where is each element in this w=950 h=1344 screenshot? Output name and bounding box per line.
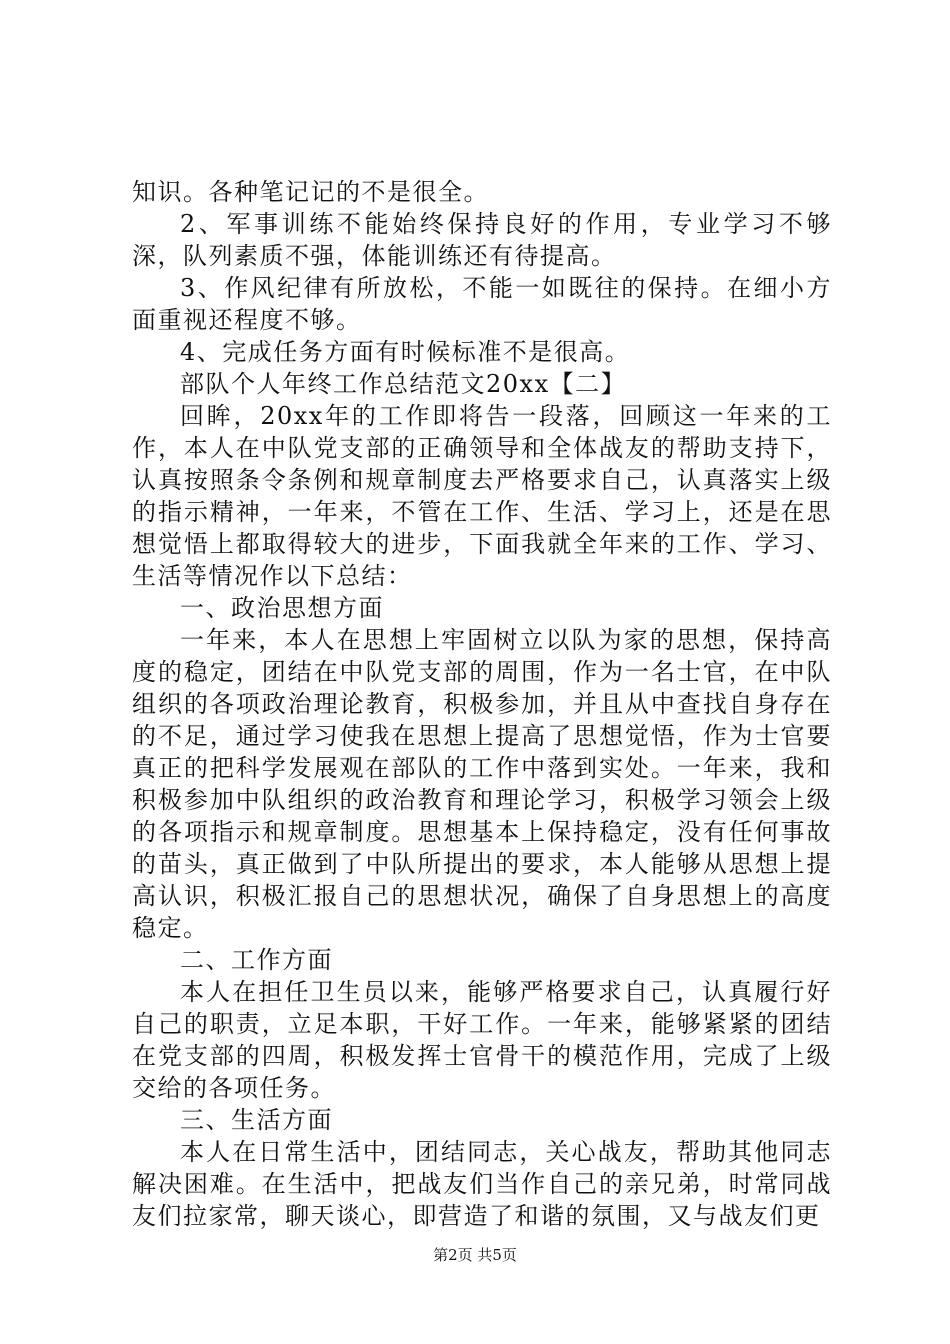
document-body [132,176,832,1232]
paragraph-political: 一年来，本人在思想上牢固树立以队为家的思想，保持高度的稳定，团结在中队党支部的周围，作为一名士官，在中队组织的各项政治理论教育，积极参加，并且从中查找自身存在的不足，通过学习使我在思想上提高了思想觉悟，作为士官要真正的把科学发展观在部队的工作中落到实处。一年来，我和积极参加中队组织的政治教育和理论学习，积极学习领会上级的各项指示和规章制度。思想基本上保持稳定，没有任何事故的苗头，真正做到了中队所提出的要求，本人能够从思想上提高认识，积极汇报自己的思想状况，确保了自身思想上的高度稳定。 [132,626,832,942]
paragraph-item-3: 3、作风纪律有所放松，不能一如既往的保持。在细小方面重视还程度不够。 [132,274,832,334]
paragraph-item-4: 4、完成任务方面有时候标准不是很高。 [180,338,631,366]
heading-political: 一、政治思想方面 [180,594,384,622]
paragraph-work: 本人在担任卫生员以来，能够严格要求自己，认真履行好自己的职责，立足本职，干好工作。一年来，能够紧紧的团结在党支部的四周，积极发挥士官骨干的模范作用，完成了上级交给的各项任务。 [132,978,832,1102]
page-number: 第2页 共5页 [433,1246,517,1264]
paragraph-item-2: 2、军事训练不能始终保持良好的作用，专业学习不够深，队列素质不强，体能训练还有待提高。 [132,210,832,270]
paragraph-continuation: 知识。各种笔记记的不是很全。 [132,178,489,206]
heading-work: 二、工作方面 [180,946,333,974]
heading-life: 三、生活方面 [180,1106,333,1134]
paragraph-life: 本人在日常生活中，团结同志，关心战友，帮助其他同志解决困难。在生活中，把战友们当作自己的亲兄弟，时常同战友们拉家常，聊天谈心，即营造了和谐的氛围，又与战友们更 [132,1138,832,1230]
section-title: 部队个人年终工作总结范文20xx【二】 [180,370,627,398]
paragraph-intro: 回眸，20xx年的工作即将告一段落，回顾这一年来的工作，本人在中队党支部的正确领导和全体战友的帮助支持下，认真按照条令条例和规章制度去严格要求自己，认真落实上级的指示精神，一年来，不管在工作、生活、学习上，还是在思想觉悟上都取得较大的进步，下面我就全年来的工作、学习、生活等情况作以下总结： [132,402,832,590]
